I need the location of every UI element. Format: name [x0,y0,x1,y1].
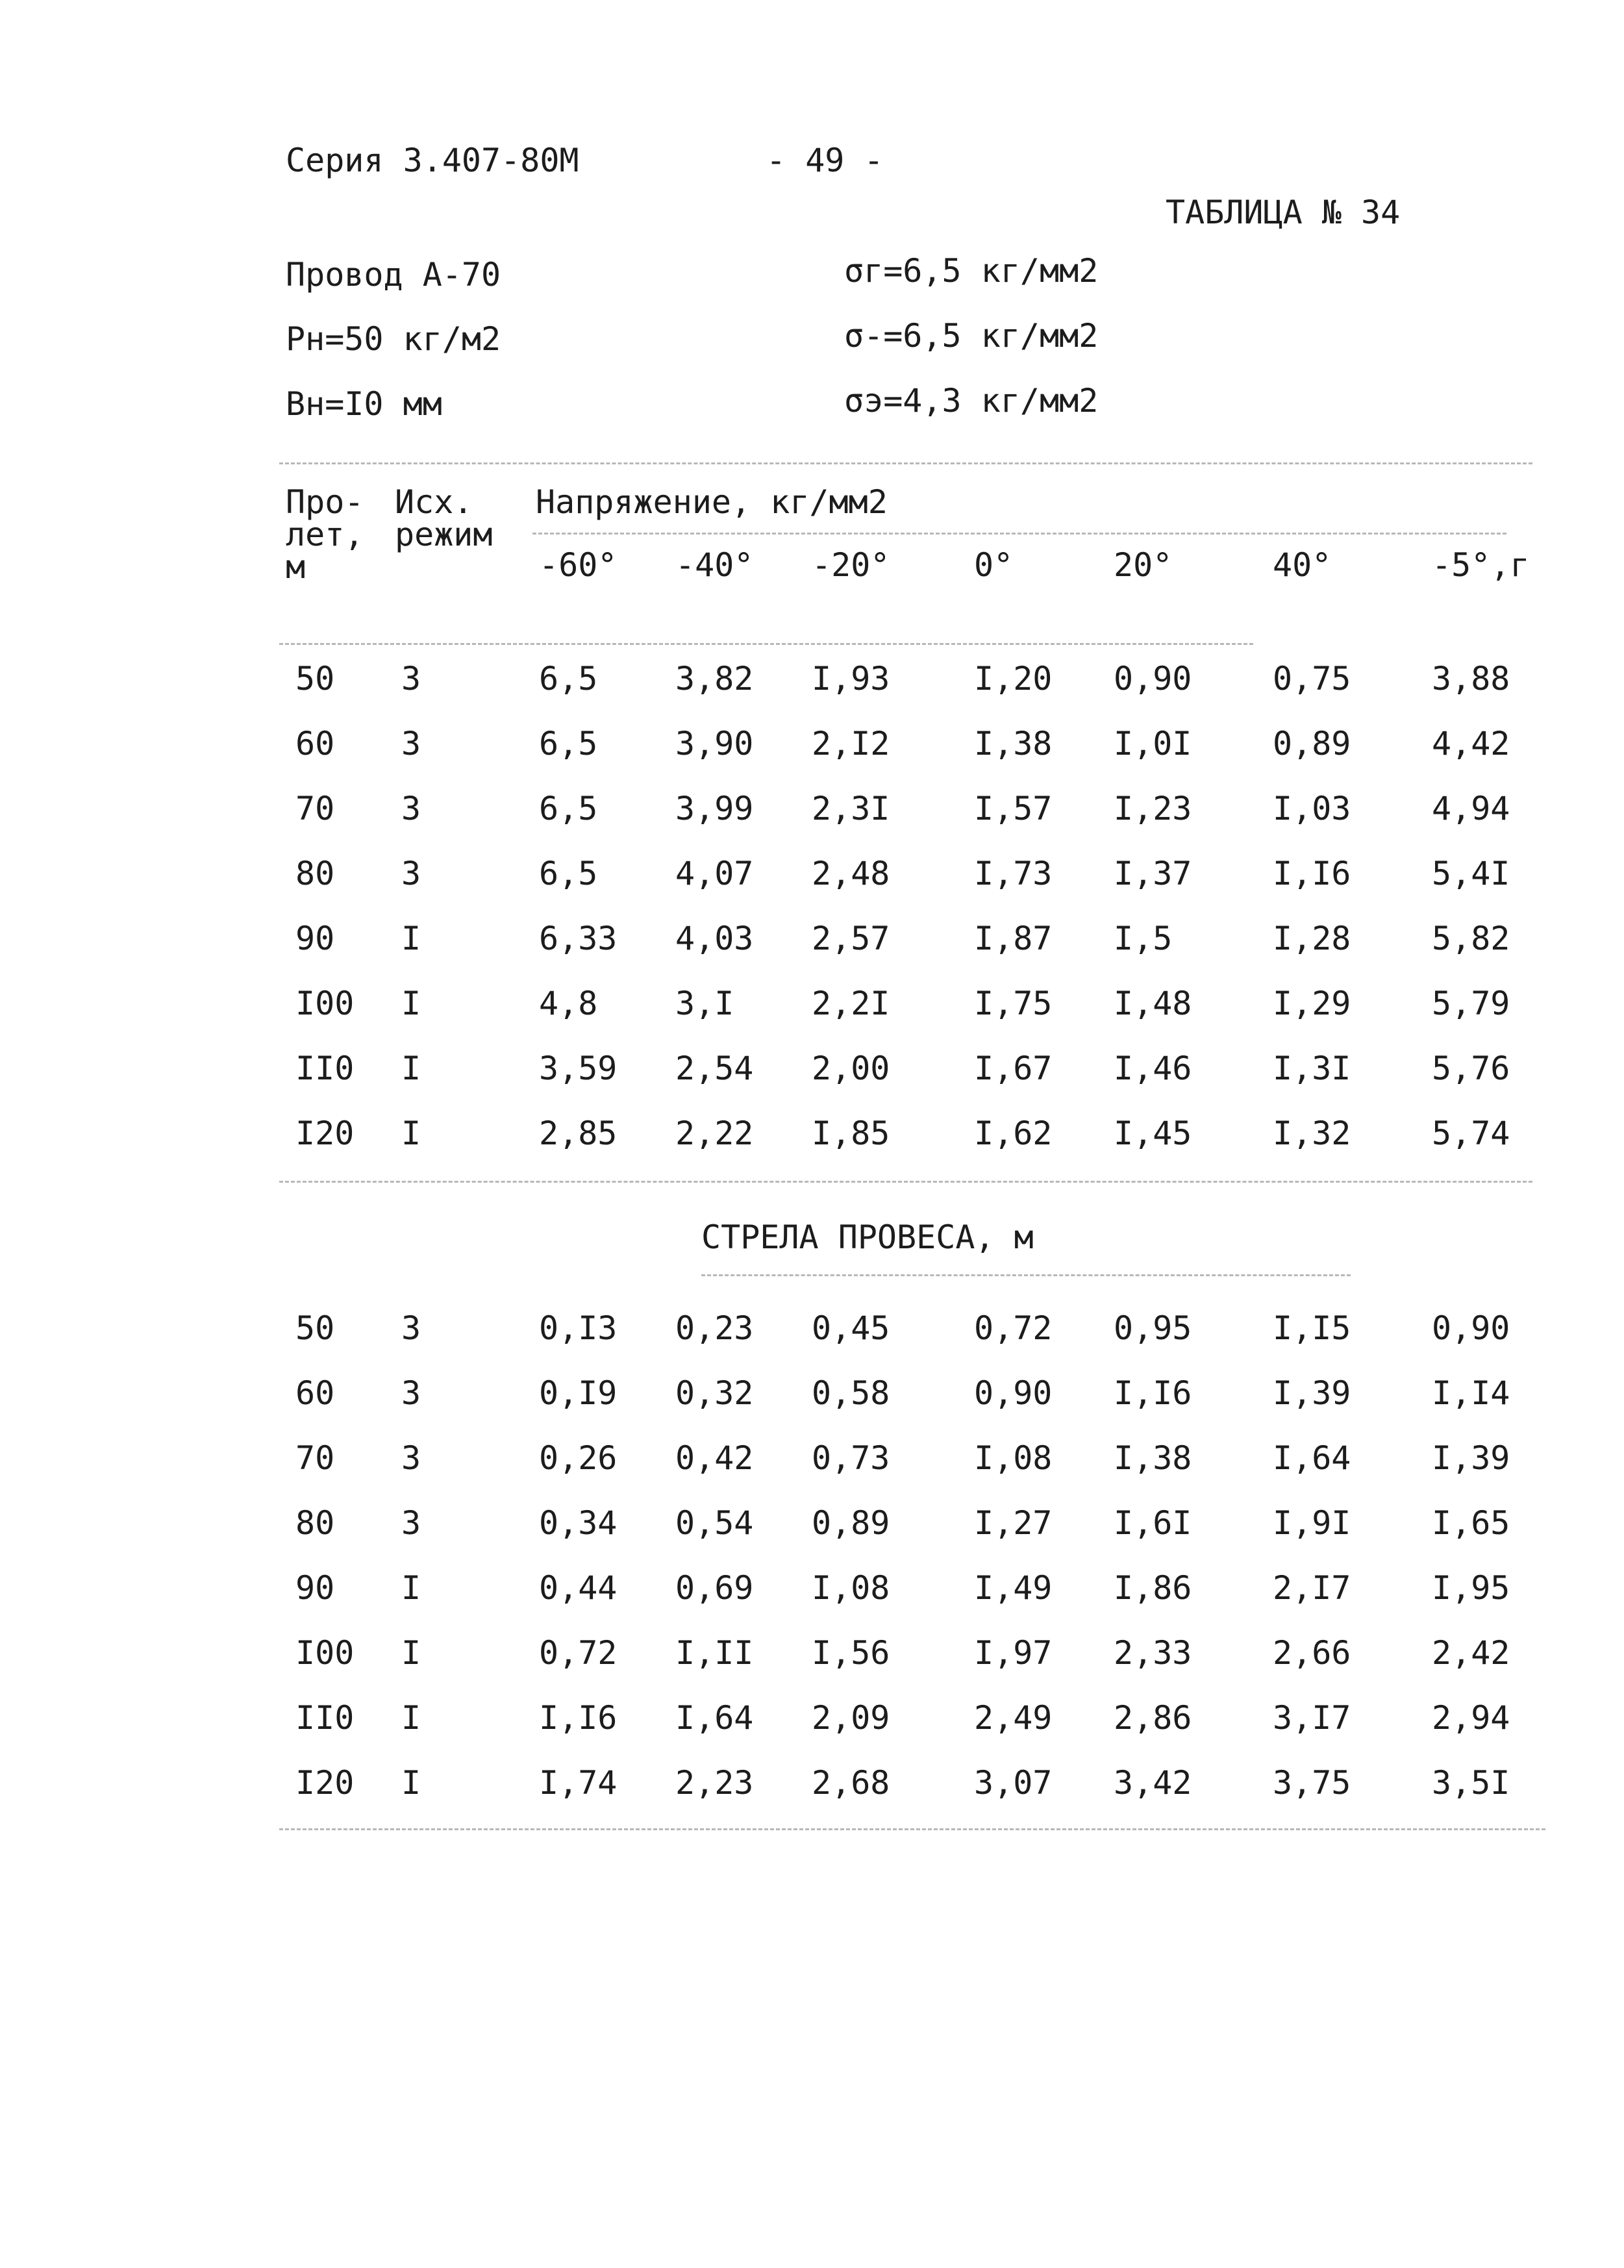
span-cell: 90 [295,920,335,957]
header-ref-1: Исх. [395,483,473,521]
span-cell: 90 [295,1569,335,1607]
value-cell: I,87 [974,920,1053,957]
rule-tension-bottom [279,1181,1532,1183]
value-cell: 0,69 [675,1569,754,1607]
value-cell: I,93 [812,660,890,698]
span-cell: 70 [295,790,335,827]
value-cell: 0,73 [812,1439,890,1477]
ref-mode-cell: 3 [401,1309,421,1347]
value-cell: 3,75 [1273,1764,1351,1802]
value-cell: 2,2I [812,985,890,1022]
value-cell: 2,I7 [1273,1569,1351,1607]
header-span-unit: м [286,548,306,586]
value-cell: I,97 [974,1634,1053,1672]
value-cell: I,46 [1114,1050,1192,1087]
value-cell: 0,32 [675,1374,754,1412]
value-cell: I,I6 [539,1699,618,1737]
value-cell: I,56 [812,1634,890,1672]
value-cell: I,03 [1273,790,1351,827]
value-cell: 4,42 [1432,725,1510,762]
value-cell: 0,44 [539,1569,618,1607]
value-cell: I,39 [1432,1439,1510,1477]
header-span-1: Про- [286,483,364,521]
sigma-g: σг=6,5 кг/мм2 [844,252,1099,290]
value-cell: I,62 [974,1115,1053,1152]
temperature-header: -5°,г [1432,546,1530,584]
header-ref-2: режим [395,516,493,553]
value-cell: 0,23 [675,1309,754,1347]
value-cell: 0,95 [1114,1309,1192,1347]
value-cell: I,95 [1432,1569,1510,1607]
temperature-header: 0° [974,546,1014,584]
ref-mode-cell: I [401,920,421,957]
value-cell: 3,07 [974,1764,1053,1802]
value-cell: 0,89 [812,1504,890,1542]
value-cell: I,65 [1432,1504,1510,1542]
header-span-2: лет, [286,516,364,553]
ref-mode-cell: I [401,1050,421,1087]
value-cell: 4,8 [539,985,598,1022]
value-cell: I,32 [1273,1115,1351,1152]
value-cell: 2,66 [1273,1634,1351,1672]
ref-mode-cell: I [401,1764,421,1802]
rule-top [279,462,1532,464]
value-cell: 0,54 [675,1504,754,1542]
value-cell: 0,I9 [539,1374,618,1412]
value-cell: 6,5 [539,725,598,762]
ref-mode-cell: I [401,1569,421,1607]
value-cell: 2,09 [812,1699,890,1737]
temperature-header: -20° [812,546,890,584]
value-cell: 3,88 [1432,660,1510,698]
value-cell: 5,82 [1432,920,1510,957]
ref-mode-cell: 3 [401,1504,421,1542]
value-cell: I,75 [974,985,1053,1022]
value-cell: 3,59 [539,1050,618,1087]
value-cell: 0,42 [675,1439,754,1477]
value-cell: I,6I [1114,1504,1192,1542]
value-cell: I,73 [974,855,1053,892]
value-cell: I,9I [1273,1504,1351,1542]
temperature-header: 20° [1114,546,1173,584]
rule-under-tension [532,533,1506,535]
value-cell: I,49 [974,1569,1053,1607]
span-cell: 50 [295,1309,335,1347]
value-cell: 2,86 [1114,1699,1192,1737]
value-cell: 5,4I [1432,855,1510,892]
value-cell: 5,76 [1432,1050,1510,1087]
value-cell: 4,03 [675,920,754,957]
value-cell: 0,72 [539,1634,618,1672]
value-cell: 2,94 [1432,1699,1510,1737]
value-cell: 6,5 [539,855,598,892]
span-cell: 70 [295,1439,335,1477]
temperature-header: -60° [539,546,618,584]
ref-mode-cell: I [401,1115,421,1152]
value-cell: 3,82 [675,660,754,698]
value-cell: 2,48 [812,855,890,892]
value-cell: I,5 [1114,920,1173,957]
rule-header-bottom [279,643,1253,645]
value-cell: I,I6 [1273,855,1351,892]
ref-mode-cell: 3 [401,660,421,698]
value-cell: I,29 [1273,985,1351,1022]
value-cell: 0,45 [812,1309,890,1347]
wind-pressure: Рн=50 кг/м2 [286,320,501,358]
page-number: - 49 - [766,142,884,179]
ice-thickness: Вн=I0 мм [286,385,442,423]
span-cell: I20 [295,1115,355,1152]
rule-under-sag-title [701,1274,1351,1276]
value-cell: 2,57 [812,920,890,957]
value-cell: I,II [675,1634,754,1672]
header-tension: Напряжение, кг/мм2 [536,483,888,521]
span-cell: 60 [295,1374,335,1412]
value-cell: 2,54 [675,1050,754,1087]
span-cell: II0 [295,1699,355,1737]
value-cell: I,0I [1114,725,1192,762]
value-cell: 2,49 [974,1699,1053,1737]
value-cell: 0,26 [539,1439,618,1477]
ref-mode-cell: 3 [401,855,421,892]
value-cell: 2,33 [1114,1634,1192,1672]
value-cell: I,3I [1273,1050,1351,1087]
value-cell: 2,68 [812,1764,890,1802]
value-cell: 2,85 [539,1115,618,1152]
value-cell: 4,94 [1432,790,1510,827]
value-cell: 2,I2 [812,725,890,762]
value-cell: 3,5I [1432,1764,1510,1802]
ref-mode-cell: 3 [401,1439,421,1477]
value-cell: I,I5 [1273,1309,1351,1347]
value-cell: 5,79 [1432,985,1510,1022]
value-cell: 0,72 [974,1309,1053,1347]
value-cell: I,39 [1273,1374,1351,1412]
value-cell: 0,75 [1273,660,1351,698]
value-cell: 5,74 [1432,1115,1510,1152]
value-cell: I,I4 [1432,1374,1510,1412]
rule-bottom [279,1828,1545,1830]
value-cell: 0,34 [539,1504,618,1542]
value-cell: 0,89 [1273,725,1351,762]
value-cell: I,45 [1114,1115,1192,1152]
sag-title: СТРЕЛА ПРОВЕСА, м [701,1218,1034,1256]
value-cell: 2,42 [1432,1634,1510,1672]
span-cell: II0 [295,1050,355,1087]
sigma-e: σэ=4,3 кг/мм2 [844,382,1099,420]
table-number: ТАБЛИЦА № 34 [1166,194,1401,231]
value-cell: 2,23 [675,1764,754,1802]
value-cell: 3,I [675,985,734,1022]
value-cell: I,20 [974,660,1053,698]
value-cell: I,27 [974,1504,1053,1542]
value-cell: I,57 [974,790,1053,827]
span-cell: 60 [295,725,335,762]
value-cell: 0,90 [1432,1309,1510,1347]
value-cell: I,08 [812,1569,890,1607]
span-cell: 80 [295,855,335,892]
ref-mode-cell: I [401,985,421,1022]
value-cell: 0,58 [812,1374,890,1412]
value-cell: 4,07 [675,855,754,892]
temperature-header: 40° [1273,546,1332,584]
value-cell: I,64 [1273,1439,1351,1477]
temperature-header: -40° [675,546,754,584]
value-cell: I,48 [1114,985,1192,1022]
value-cell: I,38 [974,725,1053,762]
span-cell: 50 [295,660,335,698]
value-cell: I,86 [1114,1569,1192,1607]
ref-mode-cell: 3 [401,790,421,827]
value-cell: 0,I3 [539,1309,618,1347]
value-cell: I,38 [1114,1439,1192,1477]
sigma-minus: σ-=6,5 кг/мм2 [844,317,1099,355]
value-cell: I,23 [1114,790,1192,827]
ref-mode-cell: I [401,1634,421,1672]
span-cell: I00 [295,985,355,1022]
ref-mode-cell: 3 [401,725,421,762]
value-cell: I,74 [539,1764,618,1802]
ref-mode-cell: 3 [401,1374,421,1412]
ref-mode-cell: I [401,1699,421,1737]
value-cell: I,I6 [1114,1374,1192,1412]
value-cell: 3,90 [675,725,754,762]
value-cell: 6,5 [539,790,598,827]
value-cell: I,85 [812,1115,890,1152]
value-cell: 6,5 [539,660,598,698]
value-cell: I,08 [974,1439,1053,1477]
value-cell: 3,99 [675,790,754,827]
wire-type: Провод А-70 [286,256,501,294]
value-cell: 2,22 [675,1115,754,1152]
value-cell: 6,33 [539,920,618,957]
series-label: Серия 3.407-80М [286,142,579,179]
value-cell: I,67 [974,1050,1053,1087]
value-cell: 0,90 [974,1374,1053,1412]
span-cell: I20 [295,1764,355,1802]
value-cell: I,28 [1273,920,1351,957]
span-cell: I00 [295,1634,355,1672]
value-cell: I,64 [675,1699,754,1737]
value-cell: 0,90 [1114,660,1192,698]
value-cell: 2,3I [812,790,890,827]
value-cell: 3,42 [1114,1764,1192,1802]
span-cell: 80 [295,1504,335,1542]
value-cell: 2,00 [812,1050,890,1087]
value-cell: I,37 [1114,855,1192,892]
value-cell: 3,I7 [1273,1699,1351,1737]
